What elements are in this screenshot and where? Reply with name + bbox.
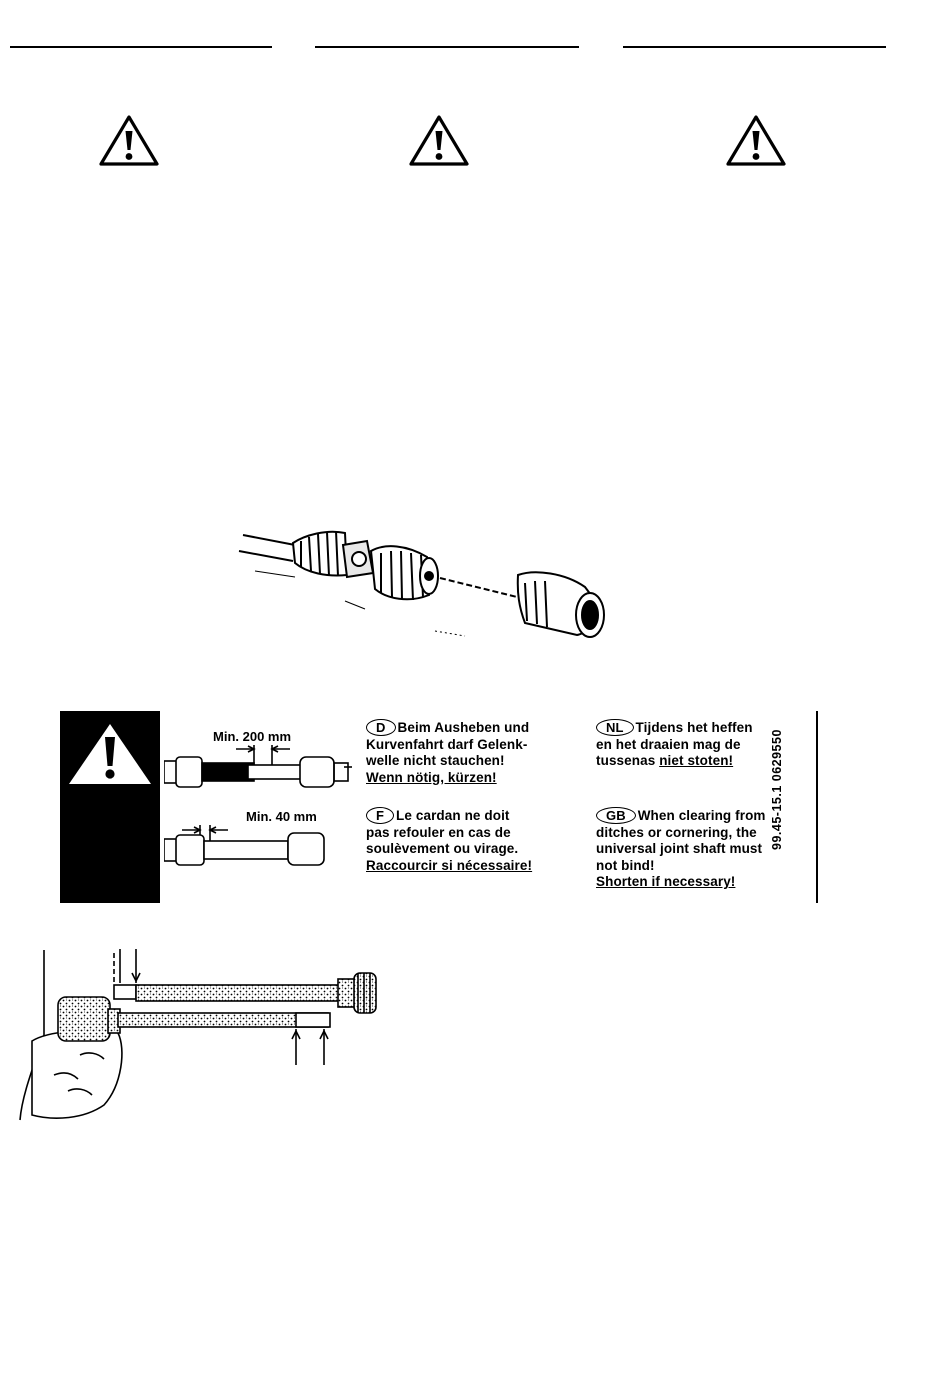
language-badge-fr: F [366, 807, 394, 824]
warning-triangle-icon [408, 113, 470, 167]
column-rule-2 [315, 46, 579, 48]
decal-text-fr: F Le cardan ne doit pas refouler en cas de soulèvement ou virage. Raccourcir si nécessaire! [366, 808, 533, 873]
shaft-shortening-illustration [14, 945, 384, 1125]
warning-decal [60, 711, 820, 903]
column-rule-3 [623, 46, 886, 48]
warning-triangle-icon [98, 113, 160, 167]
decal-text-de: D Beim Ausheben und Kurvenfahrt darf Gelenk- welle nicht stauchen! Wenn nötig, kürzen! [366, 720, 530, 785]
language-badge-nl: NL [596, 719, 634, 736]
pto-shaft-end-illustration [235, 515, 625, 645]
warning-triangle-icon [725, 113, 787, 167]
decal-text-nl: NL Tijdens het heffen en het draaien mag de tussenas niet stoten! [596, 720, 753, 768]
language-badge-de: D [366, 719, 396, 736]
column-rule-1 [10, 46, 272, 48]
decal-part-code: 99.45-15.1 0629550 [770, 729, 784, 850]
warning-triangle-icon [66, 721, 154, 787]
shaft-length-diagram [164, 727, 364, 867]
min-200-label: Min. 200 mm [213, 729, 292, 744]
decal-black-panel [60, 711, 160, 903]
language-badge-en: GB [596, 807, 636, 824]
min-40-label: Min. 40 mm [246, 809, 317, 824]
decal-right-rule [816, 711, 818, 903]
decal-text-en: GB When clearing from ditches or cornering, the universal joint shaft must not bind! Shorten if necessary! [596, 808, 766, 889]
